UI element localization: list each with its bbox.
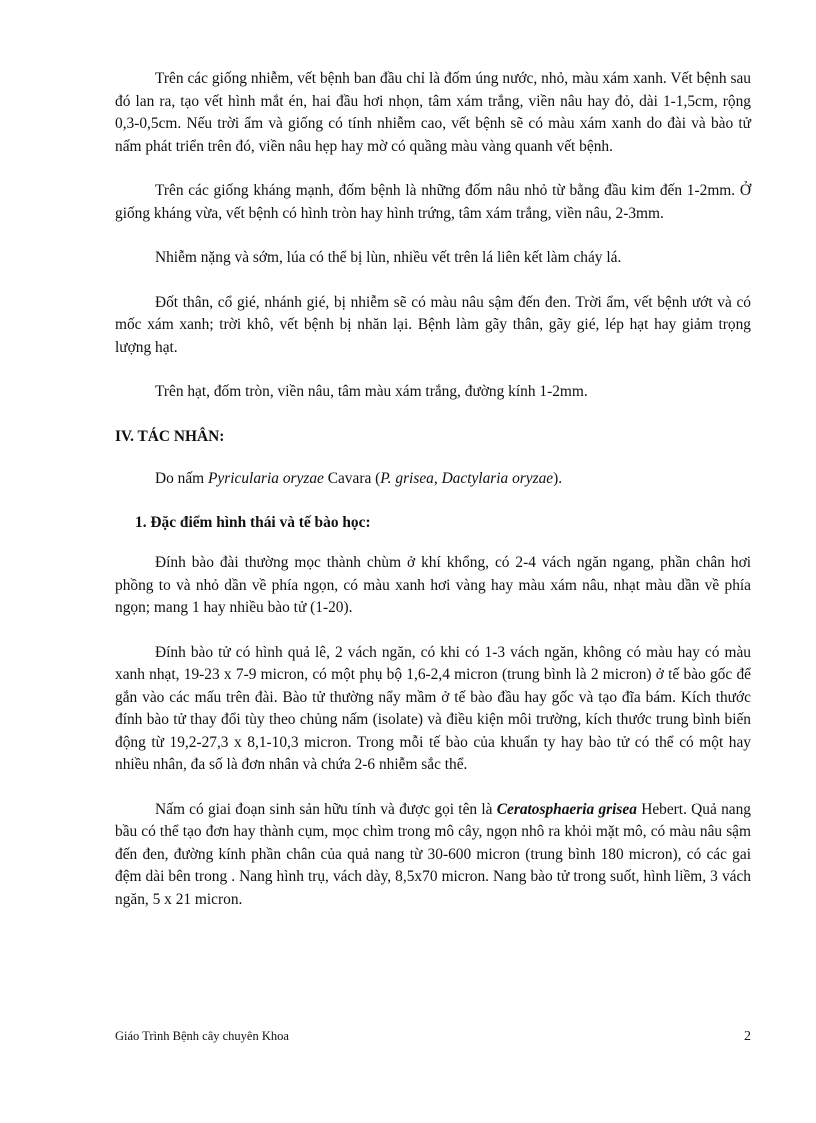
- page-number: 2: [744, 1029, 751, 1044]
- sexual-stage-after: Hebert. Quả nang bầu có thể tạo đơn hay thành cụm, mọc chìm trong mô cây, ngọn nhô ra khỏi mặt mô, có màu nâu sậm đến đen, đường kính phần chân của quả nang từ 30-600 micron (trung bình 180 micron), có các gai đệm dài bên trong . Nang hình trụ, vách dày, 8,5x70 micron. Nang bào tử trong suốt, hình liềm, 3 vách ngăn, 5 x 21 micron.: [115, 800, 751, 908]
- agent-synonym-1: P. grisea: [380, 469, 434, 487]
- page-body: [115, 68, 751, 933]
- agent-synonym-2: Dactylaria oryzae: [441, 469, 554, 487]
- paragraph-lesion-susceptible: Trên các giống nhiễm, vết bệnh ban đầu chỉ là đốm úng nước, nhỏ, màu xám xanh. Vết bệnh sau đó lan ra, tạo vết hình mắt én, hai đầu hơi nhọn, tâm xám trắng, viền nâu hay đỏ, dài 1-1,5cm, rộng 0,3-0,5cm. Nếu trời ẩm và giống có tính nhiễm cao, vết bệnh sẽ có màu xám xanh do đài và bào tử nấm phát triển trên đó, viền nâu hẹp hay mờ có quầng màu vàng quanh vết bệnh.: [115, 70, 751, 155]
- paragraph-node-neck-infection: Đốt thân, cổ gié, nhánh gié, bị nhiễm sẽ có màu nâu sậm đến đen. Trời ẩm, vết bệnh ướt và có mốc xám xanh; trời khô, vết bệnh bị nhăn lại. Bệnh làm gãy thân, gãy gié, lép hạt hay giảm trọng lượng hạt.: [115, 293, 751, 356]
- paragraph-conidium: Đính bào tử có hình quả lê, 2 vách ngăn, có khi có 1-3 vách ngăn, không có màu hay có màu xanh nhạt, 19-23 x 7-9 micron, có một phụ bộ 1,6-2,4 micron (trung bình là 2 micron) ở tế bào gốc để gắn vào các mấu trên đài. Bào tử thường nẩy mầm ở tế bào đầu hay gốc và tạo đĩa bám. Kích thước đính bào tử thay đổi tùy theo chủng nấm (isolate) và điều kiện môi trường, kích thước trung bình biến động từ 19,2-27,3 x 8,1-10,3 micron. Trong mỗi tế bào của khuẩn ty hay bào tử có thể có một hay nhiều nhân, đa số là đơn nhân và chứa 2-6 nhiễm sắc thể.: [115, 643, 751, 773]
- paragraph-sexual-stage: [115, 799, 751, 912]
- sexual-stage-species: Ceratosphaeria grisea: [496, 800, 637, 818]
- agent-prefix: Do nấm: [155, 469, 209, 487]
- paragraph-conidiophore: Đính bào đài thường mọc thành chùm ở khí khổng, có 2-4 vách ngăn ngang, phần chân hơi phồng to và nhỏ dần về phía ngọn, có màu xanh hơi vàng hay màu xám nâu, nhạt màu dần về phía ngọn; mang 1 hay nhiều bào tử (1-20).: [115, 554, 751, 616]
- paragraph-severe-infection: Nhiễm nặng và sớm, lúa có thể bị lùn, nhiều vết trên lá liên kết làm cháy lá.: [155, 249, 622, 266]
- agent-suffix: ).: [553, 469, 563, 487]
- agent-separator: ,: [433, 469, 442, 487]
- paragraph-pathogen-name: [115, 468, 751, 491]
- subsection-heading-morphology: 1. Đặc điểm hình thái và tế bào học:: [135, 514, 371, 531]
- footer-title: Giáo Trình Bệnh cây chuyên Khoa: [115, 1029, 289, 1043]
- paragraph-grain-spots: Trên hạt, đốm tròn, viền nâu, tâm màu xám trắng, đường kính 1-2mm.: [155, 383, 588, 400]
- section-heading-pathogen: IV. TÁC NHÂN:: [115, 427, 225, 445]
- paragraph-lesion-resistant: Trên các giống kháng mạnh, đốm bệnh là những đốm nâu nhỏ từ bằng đầu kim đến 1-2mm. Ở giống kháng vừa, vết bệnh có hình tròn hay hình trứng, tâm xám trắng, viền nâu, 2-3mm.: [115, 182, 751, 222]
- agent-author: Cavara (: [323, 469, 381, 487]
- agent-species: Pyricularia oryzae: [208, 469, 324, 487]
- page-footer: [115, 1029, 751, 1045]
- sexual-stage-before: Nấm có giai đoạn sinh sản hữu tính và được gọi tên là: [155, 800, 497, 818]
